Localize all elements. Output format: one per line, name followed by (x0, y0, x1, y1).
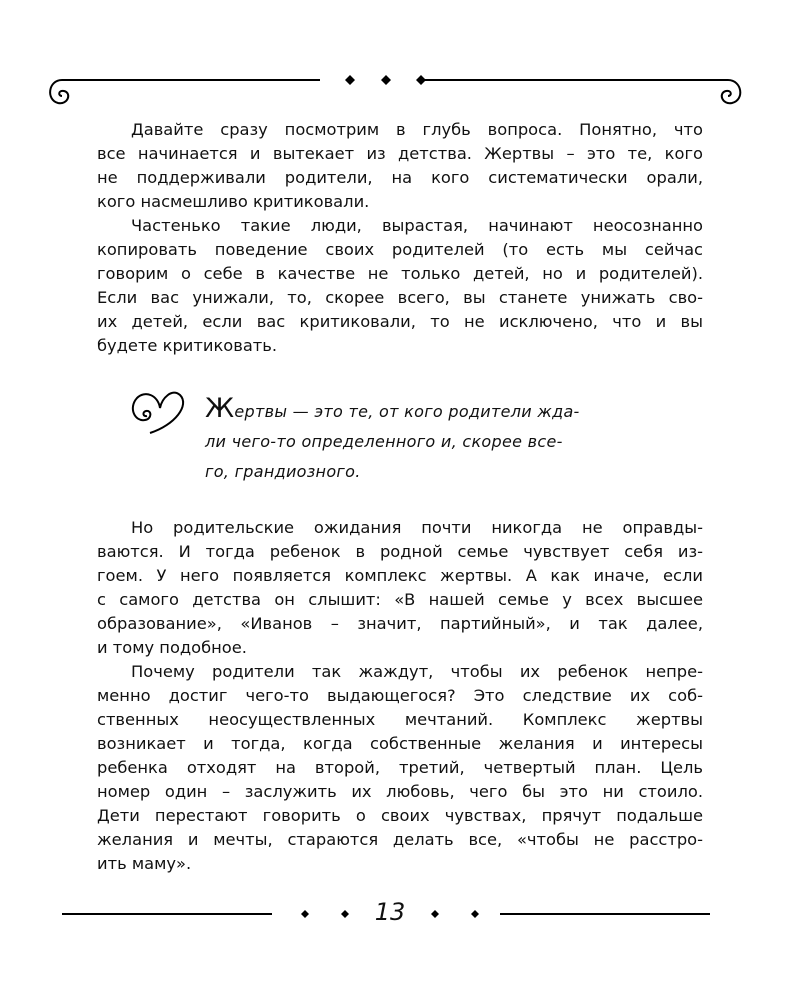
text-line: номер один – заслужить их любовь, чего бы это ни стоило. (97, 782, 703, 801)
text-line: и тому подобное. (97, 638, 247, 657)
pull-quote (205, 394, 580, 487)
quote-initial: Ж (205, 393, 235, 424)
text-line: будете критиковать. (97, 336, 278, 355)
text-line: возникает и тогда, когда собственные желания и интересы (97, 734, 703, 753)
text-line: Если вас унижали, то, скорее всего, вы станете унижать сво- (97, 288, 703, 307)
text-line: не поддерживали родители, на кого систематически орали, (97, 168, 703, 187)
quote-line (205, 394, 580, 427)
text-line: Дети перестают говорить о своих чувствах, прячут подальше (97, 806, 703, 825)
text-line: все начинается и вытекает из детства. Жертвы – это те, кого (97, 144, 703, 163)
quote-line: го, грандиозного. (205, 462, 361, 481)
text-line: образование», «Иванов – значит, партийный», и так далее, (97, 614, 703, 633)
text-line: ить маму». (97, 854, 192, 873)
body-text-section-1 (97, 118, 703, 358)
text-line: кого насмешливо критиковали. (97, 192, 370, 211)
text-line: Почему родители так жаждут, чтобы их ребенок непре- (131, 662, 703, 681)
quote-line: ли чего-то определенного и, скорее все- (205, 432, 563, 451)
text-line: желания и мечты, стараются делать все, «чтобы не расстро- (97, 830, 703, 849)
page-number: 13 (374, 898, 406, 926)
text-line: Но родительские ожидания почти никогда не оправды- (131, 518, 703, 537)
text-line: Давайте сразу посмотрим в глубь вопроса. Понятно, что (131, 120, 703, 139)
text-line: с самого детства он слышит: «В нашей семье у всех высшее (97, 590, 703, 609)
text-line: их детей, если вас критиковали, то не исключено, что и вы (97, 312, 703, 331)
quote-text: ертвы — это те, от кого родители жда- (234, 402, 580, 421)
text-line: гоем. У него появляется комплекс жертвы. А как иначе, если (97, 566, 703, 585)
text-line: ребенка отходят на второй, третий, четвертый план. Цель (97, 758, 703, 777)
text-line: менно достиг чего-то выдающегося? Это следствие их соб- (97, 686, 703, 705)
text-line: ственных неосуществленных мечтаний. Комплекс жертвы (97, 710, 703, 729)
text-line: говорим о себе в качестве не только детей, но и родителей). (97, 264, 703, 283)
body-text-section-2 (97, 516, 703, 876)
text-line: ваются. И тогда ребенок в родной семье чувствует себя из- (97, 542, 703, 561)
text-line: Частенько такие люди, вырастая, начинают неосознанно (131, 216, 703, 235)
text-line: копировать поведение своих родителей (то есть мы сейчас (97, 240, 703, 259)
